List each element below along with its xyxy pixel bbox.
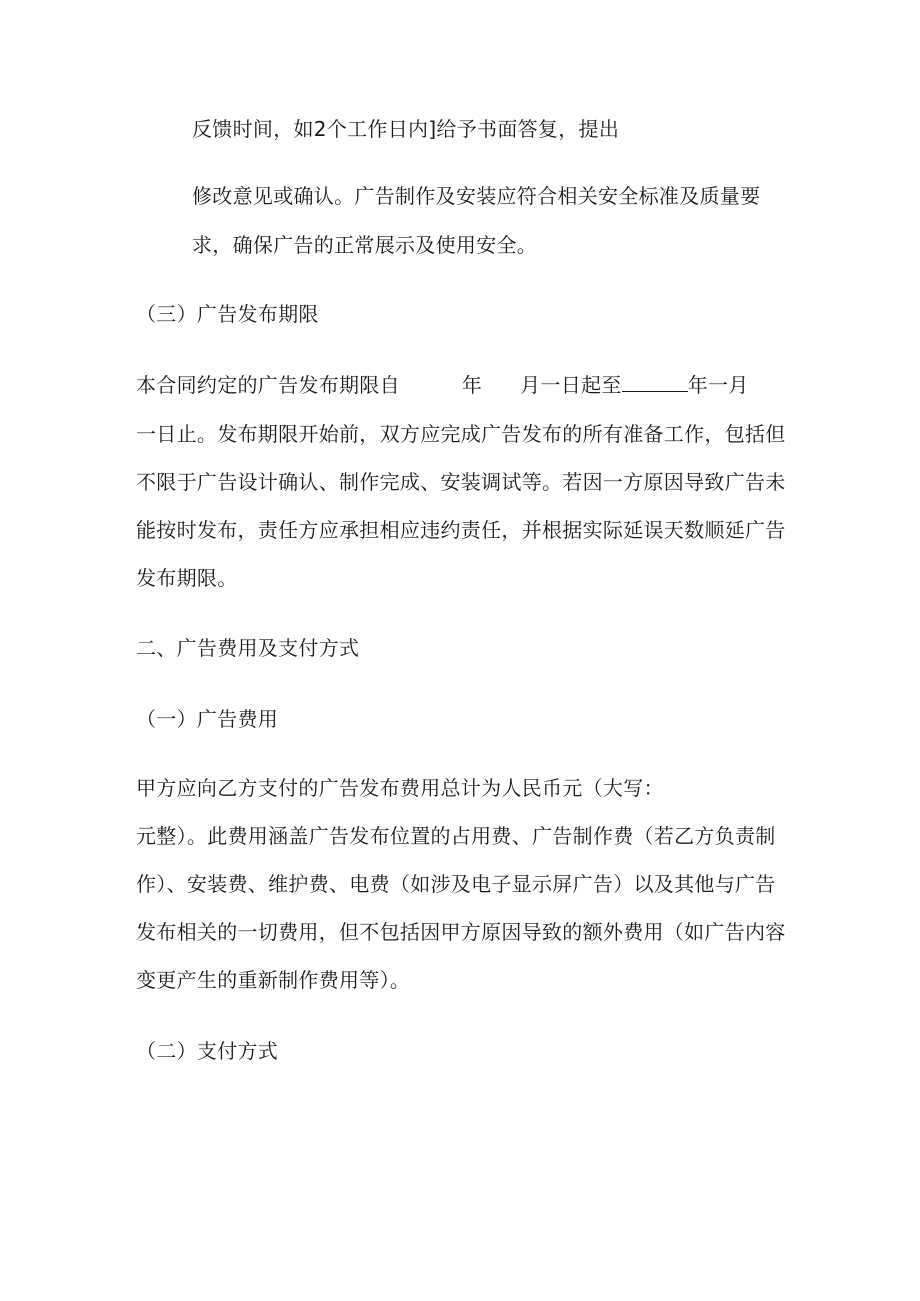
end-year-blank: [622, 373, 688, 392]
period-text-2: 年: [461, 373, 483, 397]
paragraph-line: 能按时发布，责任方应承担相应违约责任，并根据实际延误天数顺延广告: [136, 518, 786, 542]
paragraph-line: 发布相关的一切费用，但不包括因甲方原因导致的额外费用（如广告内容: [136, 920, 786, 944]
period-text-3: 月一日起至: [520, 373, 622, 397]
section-heading: 二、广告费用及支付方式: [136, 636, 360, 660]
paragraph-line: 反馈时间，如2个工作日内]给予书面答复，提出: [192, 117, 620, 141]
paragraph-line: 求，确保广告的正常展示及使用安全。: [192, 233, 538, 257]
section-heading: （三）广告发布期限: [136, 302, 319, 326]
subsection-heading: （二）支付方式: [136, 1039, 279, 1063]
paragraph-line: 作）、安装费、维护费、电费（如涉及电子显示屏广告）以及其他与广告: [136, 872, 776, 896]
paragraph-line: 甲方应向乙方支付的广告发布费用总计为人民币元（大写：: [136, 776, 664, 800]
paragraph-line: 不限于广告设计确认、制作完成、安装调试等。若因一方原因导致广告未: [136, 470, 786, 494]
paragraph-line: 一日止。发布期限开始前，双方应完成广告发布的所有准备工作，包括但: [136, 422, 786, 446]
period-text-1: 本合同约定的广告发布期限自: [136, 373, 400, 397]
period-text-4: 年一月: [687, 373, 749, 397]
paragraph-line: 发布期限。: [136, 566, 238, 590]
subsection-heading: （一）广告费用: [136, 707, 279, 731]
paragraph-line: 变更产生的重新制作费用等）。: [136, 968, 411, 992]
paragraph-line: 元整）。此费用涵盖广告发布位置的占用费、广告制作费（若乙方负责制: [136, 824, 776, 848]
paragraph-line: 修改意见或确认。广告制作及安装应符合相关安全标准及质量要: [192, 184, 761, 208]
period-line: [136, 372, 749, 398]
